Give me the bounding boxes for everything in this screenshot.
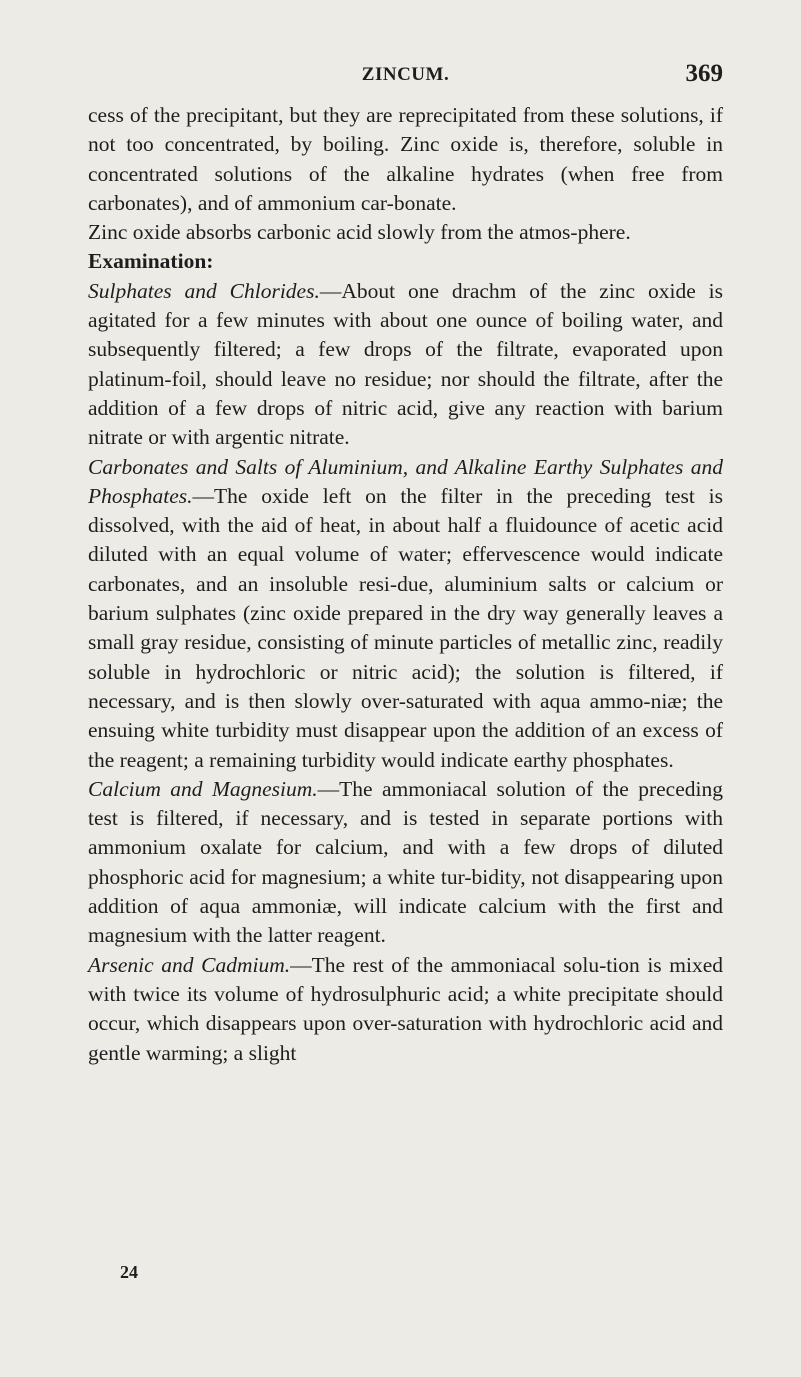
- paragraph-absorption: Zinc oxide absorbs carbonic acid slowly from the atmos-phere.: [88, 220, 631, 245]
- subhead-arsenic: Arsenic and Cadmium.: [88, 952, 291, 977]
- subhead-sulphates: Sulphates and Chlorides.: [88, 278, 320, 303]
- paragraph-calcium: [88, 775, 723, 951]
- subhead-calcium: Calcium and Magnesium.: [88, 776, 318, 801]
- paragraph-carbonates: [88, 453, 723, 775]
- page-number: 369: [685, 60, 723, 87]
- running-title: ZINCUM.: [361, 64, 450, 85]
- subhead-carbonates: Carbonates and Salts of Aluminium, and Alkaline Earthy Sulphates and Phosphates.: [88, 454, 723, 508]
- paragraph-sulphates: [88, 277, 723, 453]
- signature-mark: 24: [120, 1262, 138, 1282]
- text-arsenic: —The rest of the ammoniacal solu-tion is mixed with twice its volume of hydrosulphuric acid; a white precipitate should occur, which disappears upon over-saturation with hydrochloric acid and gentle warming; a slight: [88, 952, 723, 1065]
- text-carbonates: —The oxide left on the filter in the preceding test is dissolved, with the aid of heat, in about half a fluidounce of acetic acid diluted with an equal volume of water; effervescence would indicate carbonates, and an insoluble resi-due, aluminium salts or calcium or barium sulphates (zinc oxide prepared in the dry way generally leaves a small gray residue, consisting of minute particles of metallic zinc, readily soluble in hydrochloric or nitric acid); the solution is filtered, if necessary, and is then slowly over-saturated with aqua ammo-niæ; the ensuing white turbidity must disappear upon the addition of an excess of the reagent; a remaining turbidity would indicate earthy phosphates.: [88, 483, 723, 772]
- paragraph-arsenic: [88, 951, 723, 1068]
- page-header: [88, 60, 723, 94]
- text-calcium: —The ammoniacal solution of the preceding test is filtered, if necessary, and is tested in separate portions with ammonium oxalate for calcium, and with a few drops of diluted phosphoric acid for magnesium; a white tur-bidity, not disappearing upon addition of aqua ammoniæ, will indicate calcium with the first and magnesium with the latter reagent.: [88, 776, 723, 948]
- paragraph-continuation: cess of the precipitant, but they are reprecipitated from these solutions, if not too concentrated, by boiling. Zinc oxide is, therefore, soluble in concentrated solutions of the alkaline hydrates (when free from carbonates), and of ammonium car-bonate.: [88, 103, 723, 215]
- text-sulphates: —About one drachm of the zinc oxide is agitated for a few minutes with about one ounce of boiling water, and subsequently filtered; a few drops of the filtrate, evaporated upon platinum-foil, should leave no residue; nor should the filtrate, after the addition of a few drops of nitric acid, give any reaction with barium nitrate or with argentic nitrate.: [88, 278, 723, 450]
- examination-heading: Examination:: [88, 249, 214, 274]
- body-text: [88, 101, 723, 1068]
